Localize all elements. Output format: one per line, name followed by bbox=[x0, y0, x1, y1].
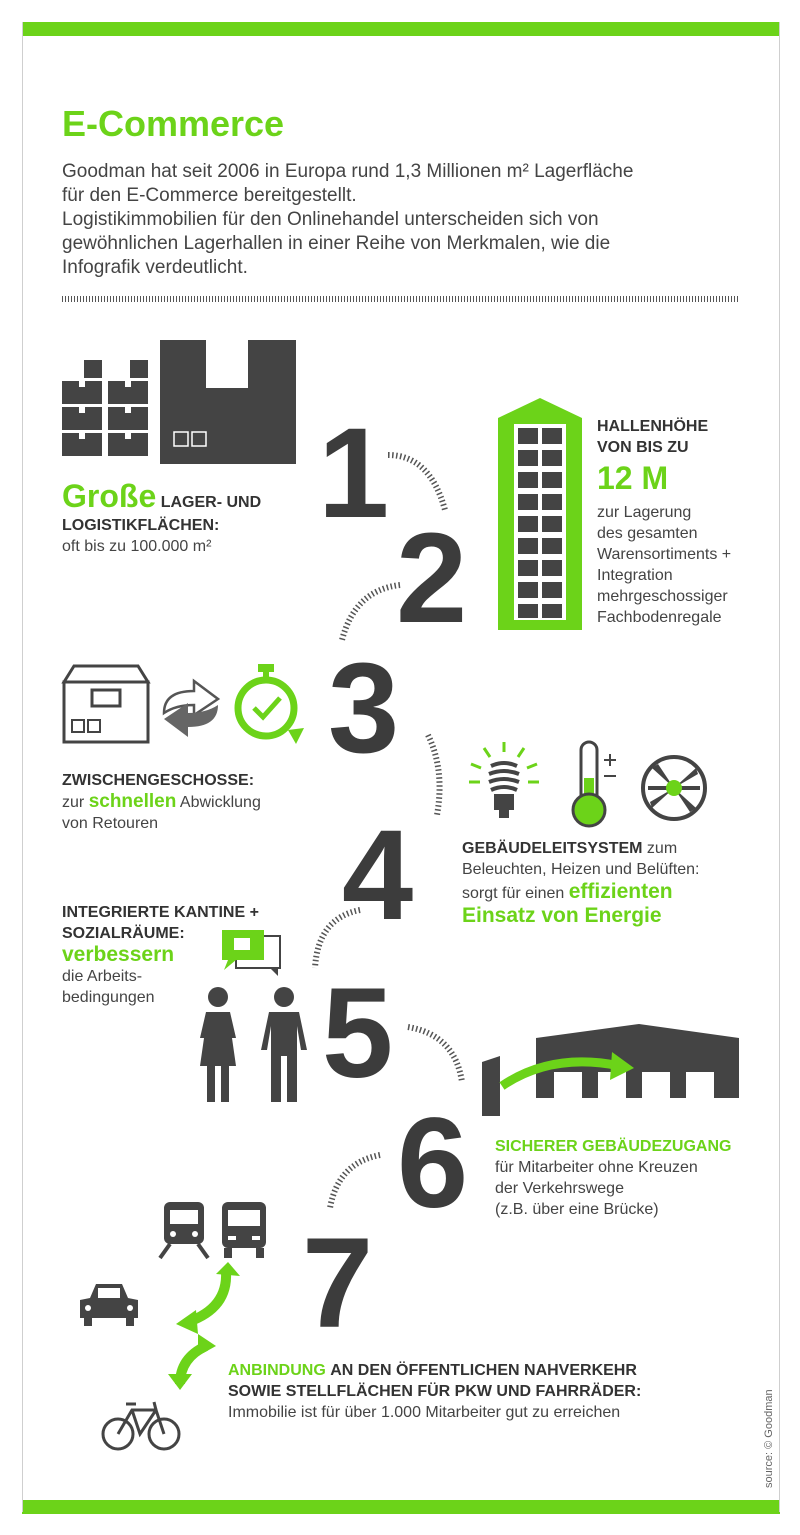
step-number-4: 4 bbox=[342, 804, 412, 947]
item1-highlight: Große bbox=[62, 478, 157, 514]
step-number-5: 5 bbox=[322, 962, 392, 1105]
warehouse-tower-icon bbox=[498, 398, 582, 630]
item2-highlight: 12 M bbox=[597, 460, 669, 496]
item5-text: INTEGRIERTE KANTINE + SOZIALRÄUME: verbessern die Arbeits- bedingungen bbox=[62, 902, 302, 1008]
bus-icon bbox=[220, 1202, 268, 1258]
item3-text: ZWISCHENGESCHOSSE: zur schnellen Abwicklung von Retouren bbox=[62, 772, 261, 832]
thermometer-icon bbox=[570, 740, 626, 828]
intro-text: Goodman hat seit 2006 in Europa rund 1,3 Millionen m² Lagerfläche für den E-Commerce bereitgestellt. Logistikimmobilien für den Onlinehandel unterscheiden sich von gewöhnlichen Lagerhallen in einer Reihe von Merkmalen, wie die Infografik verdeutlicht. bbox=[62, 161, 634, 278]
item6-text: SICHERER GEBÄUDEZUGANG für Mitarbeiter ohne Kreuzen der Verkehrswege (z.B. über eine Brücke) bbox=[495, 1136, 775, 1220]
large-box-icon bbox=[160, 340, 296, 464]
lightbulb-icon bbox=[467, 740, 541, 824]
boxes-icon bbox=[62, 355, 162, 465]
car-icon bbox=[78, 1280, 140, 1328]
page-title: E-Commerce bbox=[62, 103, 285, 144]
source-credit: source: © Goodman bbox=[763, 1389, 775, 1488]
item4-highlight: effizienten bbox=[568, 880, 673, 903]
chat-bubble-icon bbox=[220, 928, 282, 976]
step-number-6: 6 bbox=[397, 1092, 467, 1235]
item7-highlight: ANBINDUNG bbox=[228, 1362, 326, 1379]
item4-text: GEBÄUDELEITSYSTEM zum Beleuchten, Heizen und Belüften: sorgt für einen effizienten Einsatz von Energie bbox=[462, 840, 700, 927]
return-arrows-icon bbox=[158, 677, 224, 739]
item3-highlight: schnellen bbox=[88, 791, 177, 812]
item5-highlight: verbessern bbox=[62, 943, 175, 966]
item7-text: ANBINDUNG AN DEN ÖFFENTLICHEN NAHVERKEHR SOWIE STELLFLÄCHEN FÜR PKW UND FAHRRÄDER: Immobilie ist für über 1.000 Mitarbeiter gut zu erreichen bbox=[228, 1362, 642, 1421]
step-number-3: 3 bbox=[328, 637, 398, 780]
train-icon bbox=[158, 1200, 210, 1260]
step-number-7: 7 bbox=[302, 1212, 372, 1355]
man-icon bbox=[257, 986, 311, 1104]
package-icon bbox=[60, 664, 152, 744]
item1-text: Große LAGER- UND LOGISTIKFLÄCHEN: oft bis zu 100.000 m² bbox=[62, 478, 262, 555]
stopwatch-icon bbox=[228, 664, 306, 746]
step-number-1: 1 bbox=[318, 402, 388, 545]
bicycle-icon bbox=[100, 1396, 182, 1452]
ventilation-fan-icon bbox=[640, 754, 708, 822]
step-number-2: 2 bbox=[396, 507, 466, 650]
item2-text: HALLENHÖHE VON BIS ZU 12 M zur Lagerung des gesamten Warensortiments + Integration mehrgeschossiger Fachbodenregale bbox=[597, 416, 777, 628]
warehouse-bridge-icon bbox=[482, 1022, 742, 1118]
item6-highlight: SICHERER GEBÄUDEZUGANG bbox=[495, 1138, 732, 1155]
woman-icon bbox=[192, 986, 244, 1104]
